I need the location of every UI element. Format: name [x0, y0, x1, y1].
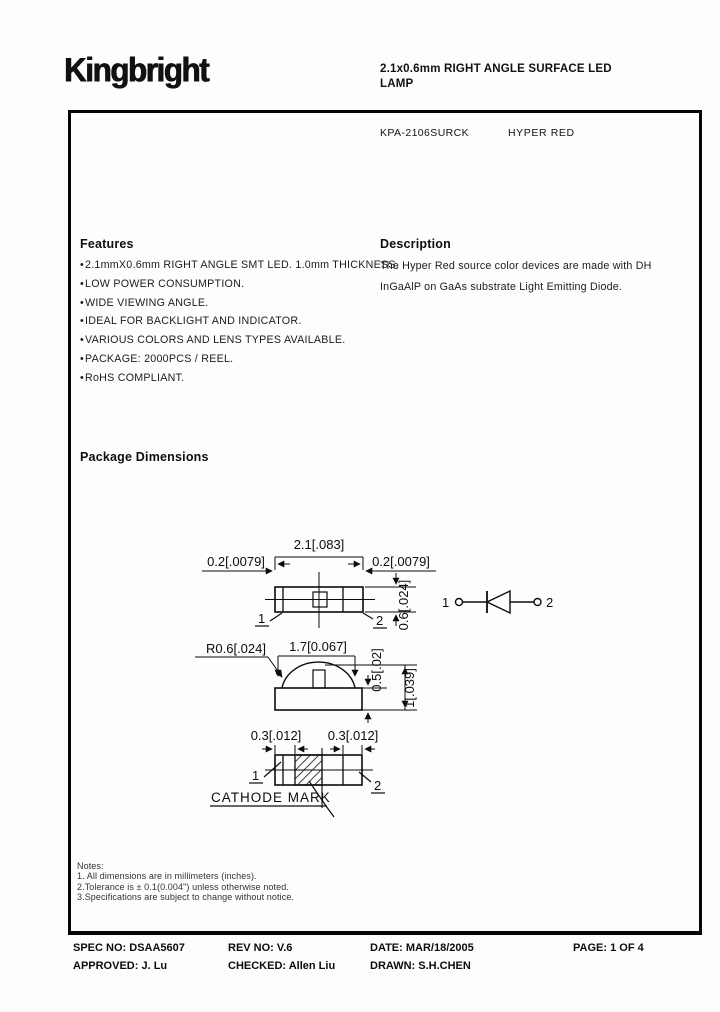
drawn-value: S.H.CHEN [418, 960, 471, 972]
lens-bump [313, 670, 325, 688]
approved-value: J. Lu [141, 960, 168, 972]
feature-item: • 2.1mmX0.6mm RIGHT ANGLE SMT LED. 1.0mm THICKNESS. [80, 256, 380, 275]
dim-label-lens-width: 1.7[0.067] [289, 639, 347, 654]
description-line1: The Hyper Red source color devices are made with DH [380, 260, 652, 272]
bottom-view-drawing [210, 745, 385, 817]
brand-logo: Kingbright [64, 50, 209, 89]
pin1-terminal [456, 599, 463, 606]
spec-no-label: SPEC NO: [73, 942, 127, 954]
bottom-pin2-label: 2 [374, 778, 382, 793]
footer-page [573, 942, 644, 954]
part-number: KPA-2106SURCK [380, 127, 470, 139]
rev-no-value: V.6 [276, 942, 293, 954]
base-outline [275, 688, 362, 710]
package-dimensions-drawing [165, 518, 605, 838]
footer-drawn [370, 960, 471, 972]
approved-label: APPROVED: [73, 960, 139, 972]
date-value: MAR/18/2005 [405, 942, 474, 954]
dim-label-top-width: 2.1[.083] [293, 537, 345, 552]
dim-label-height: 0.6[.024] [396, 579, 411, 631]
package-dimensions-heading: Package Dimensions [80, 450, 209, 464]
page-title-line1: 2.1x0.6mm RIGHT ANGLE SURFACE LED [380, 63, 612, 75]
dim-label-total-height: 1[.039] [402, 668, 417, 708]
footer-approved [73, 960, 167, 972]
feature-item: • LOW POWER CONSUMPTION. [80, 275, 380, 294]
dim-label-right-pad: 0.2[.0079] [372, 554, 430, 569]
pin2-terminal [534, 599, 541, 606]
description-text [380, 256, 695, 297]
page-label: PAGE: [573, 942, 608, 954]
note-item: 3.Specifications are subject to change without notice. [77, 891, 295, 902]
rev-no-label: REV NO: [228, 942, 274, 954]
description-heading: Description [380, 237, 451, 251]
pin2-label: 2 [376, 613, 384, 628]
footer-date [370, 942, 474, 954]
page-title-line2: LAMP [380, 78, 414, 90]
feature-item: • RoHS COMPLIANT. [80, 369, 380, 388]
features-list [80, 256, 399, 388]
features-heading: Features [80, 237, 134, 251]
date-label: DATE: [370, 942, 403, 954]
dim-label-bottom-right: 0.3[.012] [327, 728, 379, 743]
bottom-pin1-label: 1 [252, 768, 260, 783]
description-line2: InGaAlP on GaAs substrate Light Emitting Diode. [380, 280, 623, 293]
feature-item: • PACKAGE: 2000PCS / REEL. [80, 350, 380, 369]
dim-label-bottom-left: 0.3[.012] [250, 728, 302, 743]
feature-item: • WIDE VIEWING ANGLE. [80, 294, 380, 313]
footer-spec-no [73, 942, 185, 954]
spec-no-value: DSAA5607 [129, 942, 185, 954]
page-value: 1 OF 4 [610, 942, 644, 954]
circuit-diagram [456, 591, 542, 613]
footer-checked [228, 960, 335, 972]
dim-label-left-pad: 0.2[.0079] [207, 554, 265, 569]
feature-item: • VARIOUS COLORS AND LENS TYPES AVAILABLE. [80, 331, 380, 350]
pin1-label: 1 [258, 611, 266, 626]
emitted-color: HYPER RED [508, 127, 575, 139]
checked-value: Allen Liu [288, 960, 336, 972]
cathode-mark-label: CATHODE MARK [211, 790, 331, 805]
circuit-pin1-label: 1 [442, 595, 450, 610]
page-title [380, 62, 680, 92]
note-item: 2.Tolerance is ± 0.1(0.004") unless otherwise noted. [77, 881, 289, 892]
diode-symbol [487, 591, 510, 613]
note-item: 1. All dimensions are in millimeters (inches). [77, 871, 257, 882]
circuit-pin2-label: 2 [546, 595, 554, 610]
feature-item: • IDEAL FOR BACKLIGHT AND INDICATOR. [80, 312, 380, 331]
dim-label-base-height: 0.5[.02] [369, 648, 384, 692]
drawn-label: DRAWN: [370, 960, 416, 972]
footer-rev-no [228, 942, 292, 954]
notes-section [77, 861, 397, 902]
notes-heading: Notes: [77, 861, 104, 871]
checked-label: CHECKED: [228, 960, 287, 972]
lens-dome [282, 662, 355, 688]
dim-label-radius: R0.6[.024] [206, 641, 266, 656]
